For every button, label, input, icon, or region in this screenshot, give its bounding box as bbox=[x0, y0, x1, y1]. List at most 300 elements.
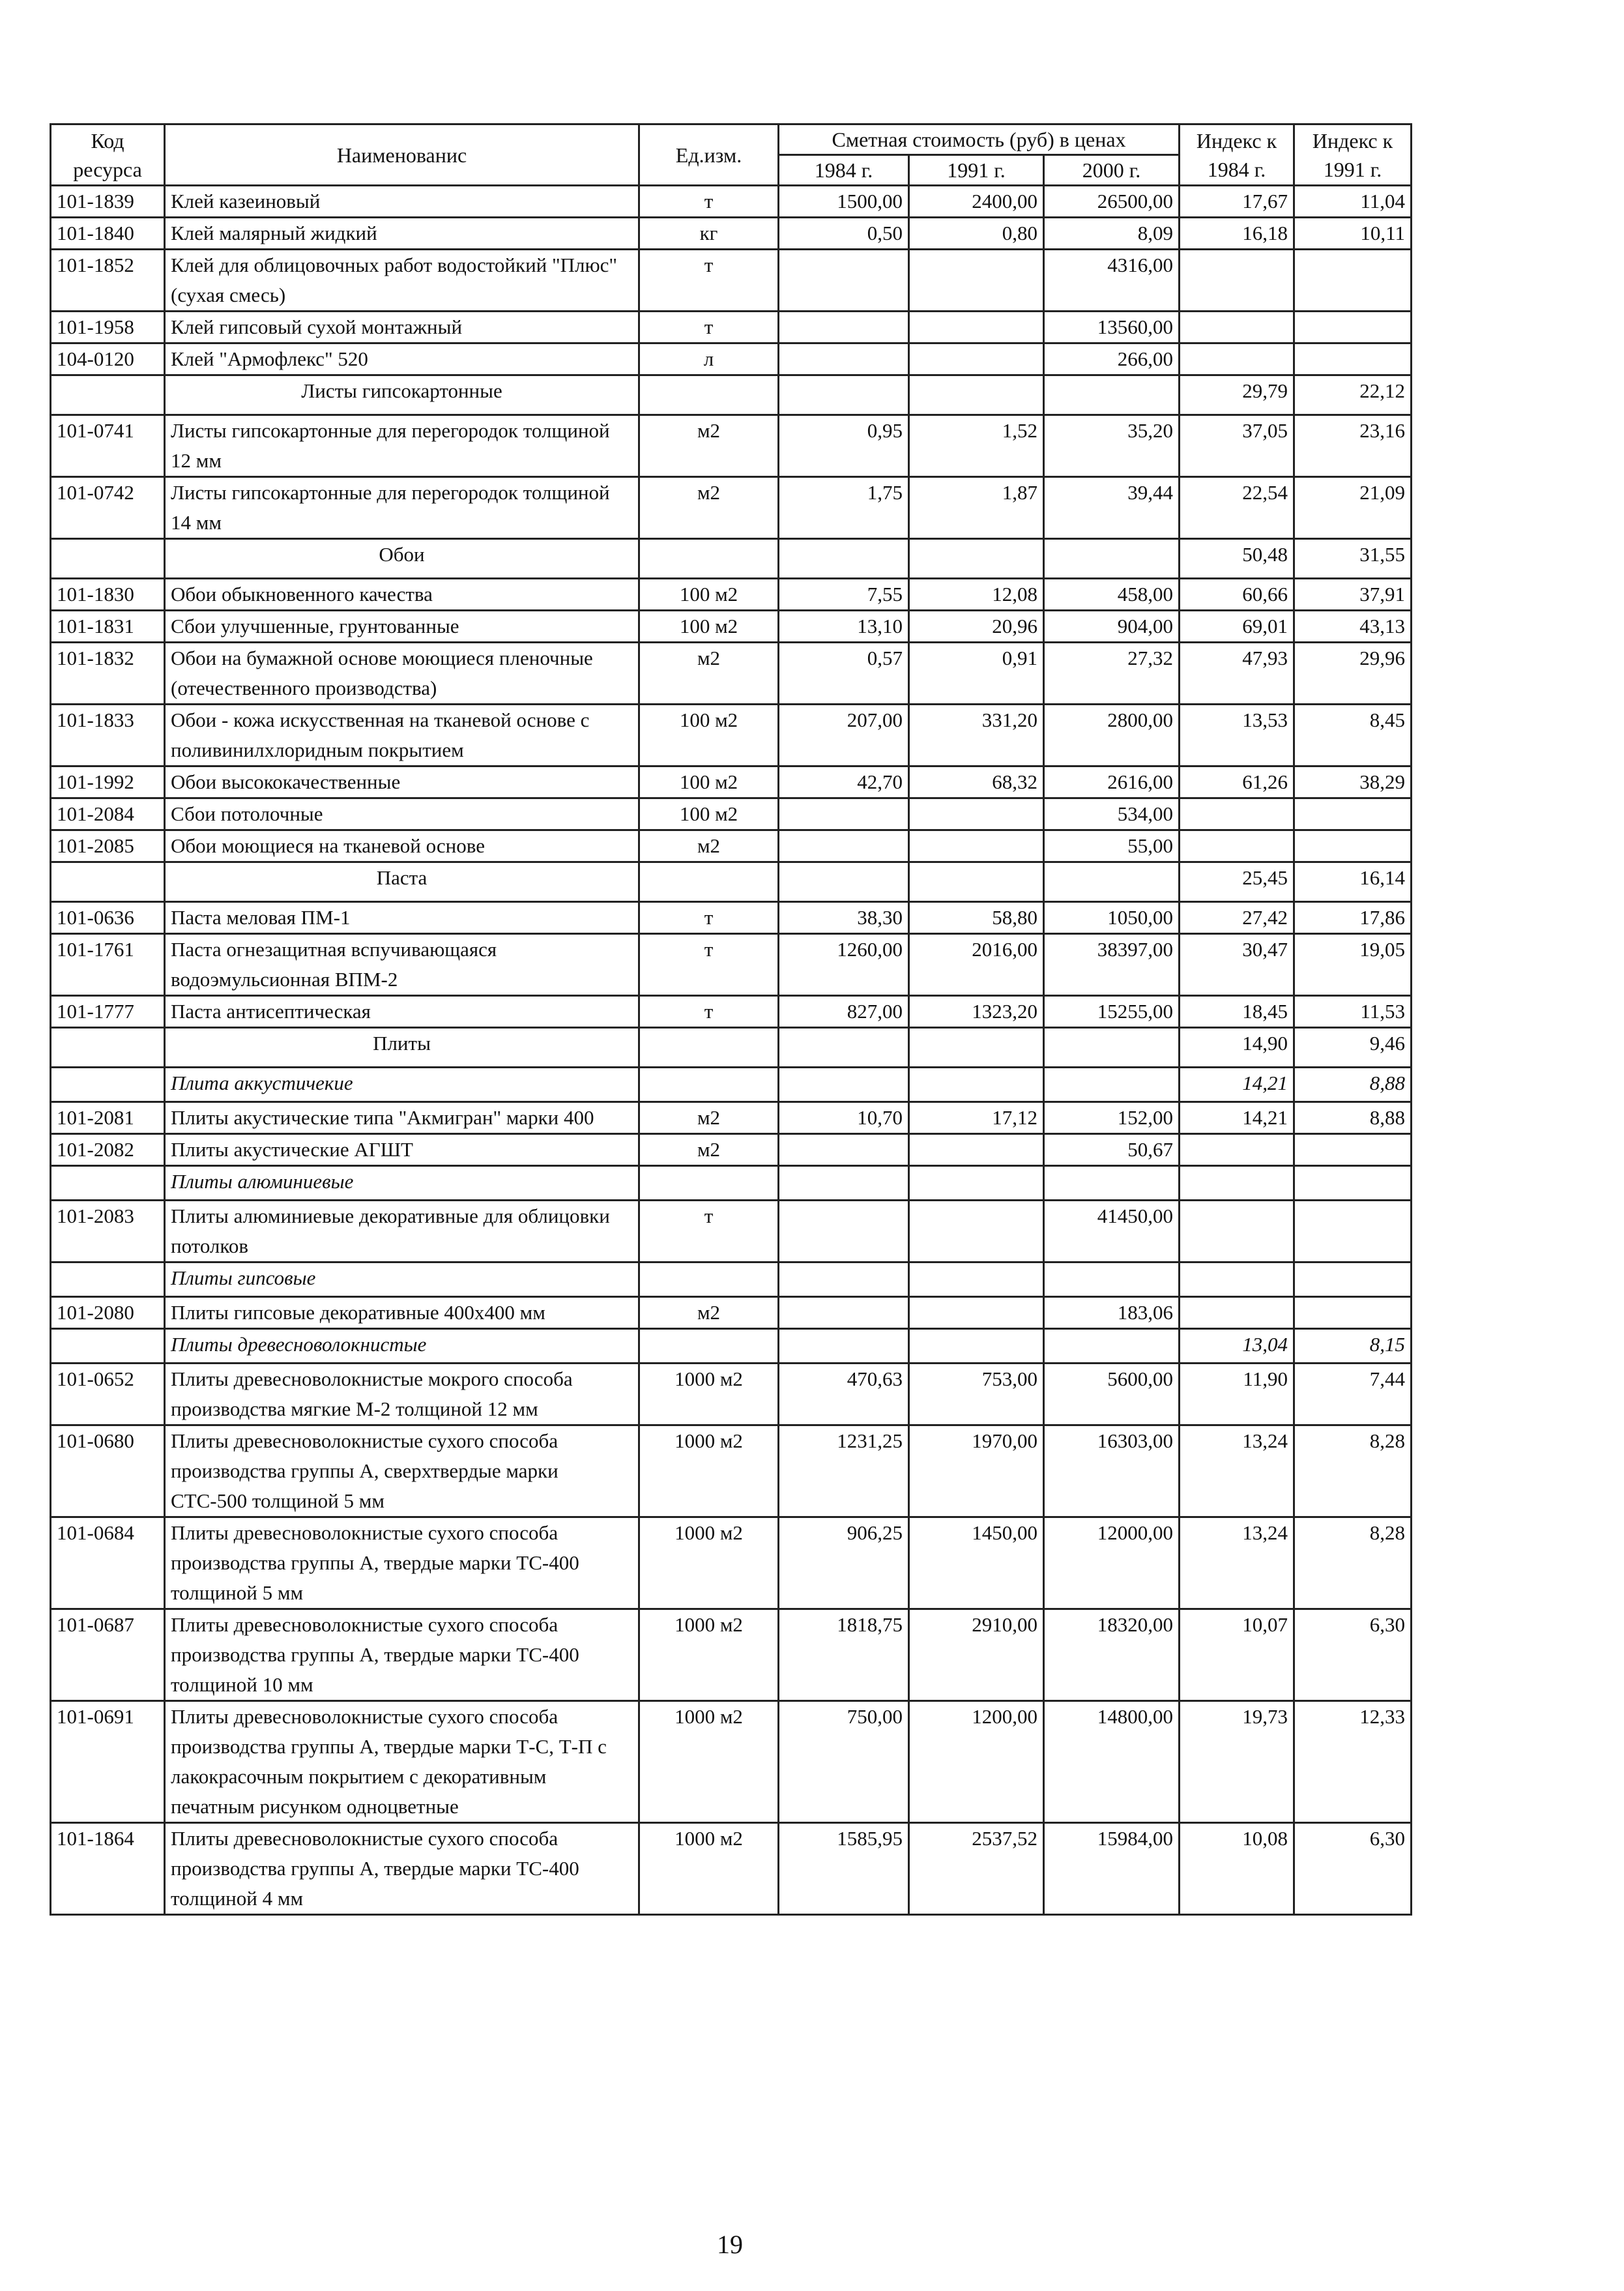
index-1984: 61,26 bbox=[1180, 766, 1294, 798]
index-1984: 18,45 bbox=[1180, 996, 1294, 1028]
empty-cell bbox=[51, 375, 165, 415]
table-row bbox=[51, 902, 1412, 934]
empty-cell bbox=[1044, 1028, 1180, 1068]
price-1984: 38,30 bbox=[779, 902, 909, 934]
price-1984: 906,25 bbox=[779, 1517, 909, 1609]
empty-cell bbox=[51, 1262, 165, 1297]
unit-cell: кг bbox=[639, 218, 779, 250]
subsection-title: Плиты древесноволокнистые bbox=[165, 1329, 639, 1364]
resource-name: Плиты древесноволокнистые сухого способа производства группы А, сверхтвердые марки СТС-500 толщиной 5 мм bbox=[165, 1425, 639, 1517]
resource-name: Плиты древесноволокнистые сухого способа производства группы А, твердые марки ТС-400 толщиной 4 мм bbox=[165, 1823, 639, 1915]
empty-cell bbox=[51, 1028, 165, 1068]
price-1984 bbox=[779, 1134, 909, 1166]
price-1991 bbox=[909, 343, 1044, 375]
index-1991 bbox=[1294, 1134, 1412, 1166]
empty-cell bbox=[1044, 1166, 1180, 1201]
price-2000: 183,06 bbox=[1044, 1297, 1180, 1329]
price-2000: 12000,00 bbox=[1044, 1517, 1180, 1609]
price-2000: 14800,00 bbox=[1044, 1701, 1180, 1823]
empty-cell bbox=[779, 539, 909, 579]
empty-cell bbox=[639, 1028, 779, 1068]
header-code: Код ресурса bbox=[51, 124, 165, 186]
resource-code: 101-2082 bbox=[51, 1134, 165, 1166]
resource-name: Клей гипсовый сухой монтажный bbox=[165, 312, 639, 343]
table-row bbox=[51, 186, 1412, 218]
index-1984 bbox=[1180, 1166, 1294, 1201]
section-title: Плиты bbox=[165, 1028, 639, 1068]
price-1991 bbox=[909, 312, 1044, 343]
subsection-row bbox=[51, 1068, 1412, 1102]
empty-cell bbox=[51, 1166, 165, 1201]
unit-cell: т bbox=[639, 250, 779, 312]
table-row bbox=[51, 579, 1412, 611]
index-1984 bbox=[1180, 1201, 1294, 1262]
table-row bbox=[51, 1517, 1412, 1609]
price-1984: 13,10 bbox=[779, 611, 909, 643]
index-1984: 13,24 bbox=[1180, 1517, 1294, 1609]
index-1984: 19,73 bbox=[1180, 1701, 1294, 1823]
index-1991 bbox=[1294, 343, 1412, 375]
resource-code: 101-0742 bbox=[51, 477, 165, 539]
resource-name: Плиты древесноволокнистые мокрого способа производства мягкие М-2 толщиной 12 мм bbox=[165, 1364, 639, 1425]
price-1991 bbox=[909, 830, 1044, 862]
subsection-row bbox=[51, 1262, 1412, 1297]
price-2000: 13560,00 bbox=[1044, 312, 1180, 343]
price-1984: 470,63 bbox=[779, 1364, 909, 1425]
price-1984: 1585,95 bbox=[779, 1823, 909, 1915]
index-1991: 38,29 bbox=[1294, 766, 1412, 798]
price-2000: 4316,00 bbox=[1044, 250, 1180, 312]
unit-cell: 100 м2 bbox=[639, 611, 779, 643]
price-1991 bbox=[909, 1201, 1044, 1262]
index-1984: 16,18 bbox=[1180, 218, 1294, 250]
resource-name: Сбои улучшенные, грунтованные bbox=[165, 611, 639, 643]
price-1991: 12,08 bbox=[909, 579, 1044, 611]
resource-name: Паста меловая ПМ-1 bbox=[165, 902, 639, 934]
resource-code: 101-1761 bbox=[51, 934, 165, 996]
index-1991 bbox=[1294, 1166, 1412, 1201]
header-year-2000: 2000 г. bbox=[1044, 155, 1180, 186]
price-2000: 55,00 bbox=[1044, 830, 1180, 862]
empty-cell bbox=[909, 1262, 1044, 1297]
resource-code: 101-2083 bbox=[51, 1201, 165, 1262]
resource-name: Обои - кожа искусственная на тканевой основе с поливинилхлоридным покрытием bbox=[165, 705, 639, 766]
index-1984: 37,05 bbox=[1180, 415, 1294, 477]
index-1984: 14,90 bbox=[1180, 1028, 1294, 1068]
empty-cell bbox=[779, 1262, 909, 1297]
price-1984 bbox=[779, 1297, 909, 1329]
index-1984: 60,66 bbox=[1180, 579, 1294, 611]
price-1984 bbox=[779, 250, 909, 312]
index-1984 bbox=[1180, 1262, 1294, 1297]
index-1991: 9,46 bbox=[1294, 1028, 1412, 1068]
index-1991: 7,44 bbox=[1294, 1364, 1412, 1425]
table-row bbox=[51, 996, 1412, 1028]
resource-code: 101-1852 bbox=[51, 250, 165, 312]
index-1991: 19,05 bbox=[1294, 934, 1412, 996]
table-row bbox=[51, 1134, 1412, 1166]
table-row bbox=[51, 343, 1412, 375]
resource-code: 101-1839 bbox=[51, 186, 165, 218]
header-cost-group: Сметная стоимость (руб) в ценах bbox=[779, 124, 1180, 155]
price-1984: 750,00 bbox=[779, 1701, 909, 1823]
empty-cell bbox=[639, 375, 779, 415]
index-1991 bbox=[1294, 1201, 1412, 1262]
resource-code: 101-0652 bbox=[51, 1364, 165, 1425]
index-1991: 6,30 bbox=[1294, 1609, 1412, 1701]
index-1991: 37,91 bbox=[1294, 579, 1412, 611]
price-1991: 2016,00 bbox=[909, 934, 1044, 996]
price-2000: 39,44 bbox=[1044, 477, 1180, 539]
table-row bbox=[51, 1297, 1412, 1329]
resource-name: Плиты алюминиевые декоративные для облицовки потолков bbox=[165, 1201, 639, 1262]
empty-cell bbox=[909, 375, 1044, 415]
price-1984 bbox=[779, 1201, 909, 1262]
empty-cell bbox=[1044, 862, 1180, 902]
unit-cell: т bbox=[639, 934, 779, 996]
price-1984 bbox=[779, 343, 909, 375]
price-1991: 1200,00 bbox=[909, 1701, 1044, 1823]
index-1984: 13,53 bbox=[1180, 705, 1294, 766]
section-row bbox=[51, 862, 1412, 902]
resource-code: 101-0741 bbox=[51, 415, 165, 477]
index-1984: 69,01 bbox=[1180, 611, 1294, 643]
section-title: Листы гипсокартонные bbox=[165, 375, 639, 415]
price-1991: 1323,20 bbox=[909, 996, 1044, 1028]
empty-cell bbox=[1044, 539, 1180, 579]
unit-cell: м2 bbox=[639, 643, 779, 705]
index-1984 bbox=[1180, 798, 1294, 830]
price-1991: 1450,00 bbox=[909, 1517, 1044, 1609]
index-1991: 10,11 bbox=[1294, 218, 1412, 250]
price-1991: 68,32 bbox=[909, 766, 1044, 798]
price-2000: 5600,00 bbox=[1044, 1364, 1180, 1425]
price-2000: 152,00 bbox=[1044, 1102, 1180, 1134]
price-2000: 41450,00 bbox=[1044, 1201, 1180, 1262]
resource-name: Клей казеиновый bbox=[165, 186, 639, 218]
price-1991: 1,87 bbox=[909, 477, 1044, 539]
table-row bbox=[51, 477, 1412, 539]
resource-code: 101-1777 bbox=[51, 996, 165, 1028]
table-row bbox=[51, 934, 1412, 996]
price-2000: 50,67 bbox=[1044, 1134, 1180, 1166]
resource-code: 101-1830 bbox=[51, 579, 165, 611]
price-2000: 534,00 bbox=[1044, 798, 1180, 830]
price-2000: 35,20 bbox=[1044, 415, 1180, 477]
index-1991: 17,86 bbox=[1294, 902, 1412, 934]
index-1991 bbox=[1294, 1297, 1412, 1329]
index-1991: 6,30 bbox=[1294, 1823, 1412, 1915]
header-index-1984: Индекс к 1984 г. bbox=[1180, 124, 1294, 186]
index-1984: 14,21 bbox=[1180, 1068, 1294, 1102]
table-body bbox=[51, 186, 1412, 1915]
table-row bbox=[51, 1609, 1412, 1701]
page-number: 19 bbox=[717, 2230, 743, 2259]
price-2000: 8,09 bbox=[1044, 218, 1180, 250]
table-row bbox=[51, 250, 1412, 312]
resource-name: Паста антисептическая bbox=[165, 996, 639, 1028]
price-2000: 15255,00 bbox=[1044, 996, 1180, 1028]
unit-cell: т bbox=[639, 902, 779, 934]
price-1991: 2400,00 bbox=[909, 186, 1044, 218]
subsection-title: Плиты гипсовые bbox=[165, 1262, 639, 1297]
empty-cell bbox=[779, 1329, 909, 1364]
empty-cell bbox=[639, 1166, 779, 1201]
price-2000: 27,32 bbox=[1044, 643, 1180, 705]
unit-cell: т bbox=[639, 186, 779, 218]
price-1991 bbox=[909, 1297, 1044, 1329]
resource-code: 101-0691 bbox=[51, 1701, 165, 1823]
unit-cell: 1000 м2 bbox=[639, 1701, 779, 1823]
index-1984 bbox=[1180, 312, 1294, 343]
resource-name: Плиты древесноволокнистые сухого способа производства группы А, твердые марки ТС-400 толщиной 10 мм bbox=[165, 1609, 639, 1701]
resource-code: 101-1833 bbox=[51, 705, 165, 766]
unit-cell: 1000 м2 bbox=[639, 1823, 779, 1915]
price-1984: 42,70 bbox=[779, 766, 909, 798]
section-row bbox=[51, 1028, 1412, 1068]
table-row bbox=[51, 643, 1412, 705]
subsection-title: Плиты алюминиевые bbox=[165, 1166, 639, 1201]
price-2000: 15984,00 bbox=[1044, 1823, 1180, 1915]
resource-code: 101-1832 bbox=[51, 643, 165, 705]
price-1984: 1,75 bbox=[779, 477, 909, 539]
section-row bbox=[51, 375, 1412, 415]
price-2000: 18320,00 bbox=[1044, 1609, 1180, 1701]
unit-cell: 1000 м2 bbox=[639, 1425, 779, 1517]
subsection-row bbox=[51, 1329, 1412, 1364]
index-1984 bbox=[1180, 250, 1294, 312]
index-1984 bbox=[1180, 830, 1294, 862]
empty-cell bbox=[51, 1068, 165, 1102]
price-table bbox=[50, 123, 1412, 1916]
table-row bbox=[51, 705, 1412, 766]
index-1991: 8,28 bbox=[1294, 1517, 1412, 1609]
index-1991 bbox=[1294, 798, 1412, 830]
price-1984: 1818,75 bbox=[779, 1609, 909, 1701]
resource-code: 101-2080 bbox=[51, 1297, 165, 1329]
index-1991: 16,14 bbox=[1294, 862, 1412, 902]
price-1984 bbox=[779, 830, 909, 862]
index-1991: 8,28 bbox=[1294, 1425, 1412, 1517]
table-row bbox=[51, 798, 1412, 830]
section-title: Паста bbox=[165, 862, 639, 902]
table-row bbox=[51, 1201, 1412, 1262]
header-unit: Ед.изм. bbox=[639, 124, 779, 186]
empty-cell bbox=[639, 1262, 779, 1297]
price-1984: 1260,00 bbox=[779, 934, 909, 996]
resource-name: Плиты древесноволокнистые сухого способа производства группы А, твердые марки ТС-400 толщиной 5 мм bbox=[165, 1517, 639, 1609]
resource-name: Плиты гипсовые декоративные 400х400 мм bbox=[165, 1297, 639, 1329]
table-row bbox=[51, 312, 1412, 343]
index-1991 bbox=[1294, 312, 1412, 343]
header-index-1991: Индекс к 1991 г. bbox=[1294, 124, 1412, 186]
empty-cell bbox=[779, 1028, 909, 1068]
resource-code: 101-1831 bbox=[51, 611, 165, 643]
unit-cell: м2 bbox=[639, 415, 779, 477]
index-1991: 11,53 bbox=[1294, 996, 1412, 1028]
unit-cell: 100 м2 bbox=[639, 705, 779, 766]
index-1984: 13,24 bbox=[1180, 1425, 1294, 1517]
resource-name: Клей "Армофлекс" 520 bbox=[165, 343, 639, 375]
resource-name: Плиты акустические АГШТ bbox=[165, 1134, 639, 1166]
unit-cell: 100 м2 bbox=[639, 579, 779, 611]
unit-cell: 1000 м2 bbox=[639, 1364, 779, 1425]
index-1984: 17,67 bbox=[1180, 186, 1294, 218]
empty-cell bbox=[909, 539, 1044, 579]
resource-name: Листы гипсокартонные для перегородок толщиной 14 мм bbox=[165, 477, 639, 539]
index-1991: 22,12 bbox=[1294, 375, 1412, 415]
index-1984 bbox=[1180, 343, 1294, 375]
index-1984: 29,79 bbox=[1180, 375, 1294, 415]
table-row bbox=[51, 1701, 1412, 1823]
subsection-title: Плита аккустичекие bbox=[165, 1068, 639, 1102]
unit-cell: т bbox=[639, 312, 779, 343]
table-row bbox=[51, 218, 1412, 250]
header-name: Наименованис bbox=[165, 124, 639, 186]
price-1991: 1,52 bbox=[909, 415, 1044, 477]
table-row bbox=[51, 830, 1412, 862]
empty-cell bbox=[639, 1329, 779, 1364]
resource-code: 101-0636 bbox=[51, 902, 165, 934]
index-1991 bbox=[1294, 250, 1412, 312]
table-row bbox=[51, 415, 1412, 477]
price-1991: 331,20 bbox=[909, 705, 1044, 766]
unit-cell: м2 bbox=[639, 1134, 779, 1166]
unit-cell: м2 bbox=[639, 830, 779, 862]
table-row bbox=[51, 766, 1412, 798]
empty-cell bbox=[51, 862, 165, 902]
table-row bbox=[51, 1425, 1412, 1517]
price-1984 bbox=[779, 312, 909, 343]
unit-cell: м2 bbox=[639, 1297, 779, 1329]
empty-cell bbox=[1044, 1262, 1180, 1297]
header-year-1984: 1984 г. bbox=[779, 155, 909, 186]
price-2000: 266,00 bbox=[1044, 343, 1180, 375]
unit-cell: т bbox=[639, 1201, 779, 1262]
price-1991: 2910,00 bbox=[909, 1609, 1044, 1701]
index-1984: 11,90 bbox=[1180, 1364, 1294, 1425]
resource-name: Клей малярный жидкий bbox=[165, 218, 639, 250]
index-1991: 21,09 bbox=[1294, 477, 1412, 539]
index-1984: 22,54 bbox=[1180, 477, 1294, 539]
empty-cell bbox=[909, 862, 1044, 902]
resource-name: Плиты древесноволокнистые сухого способа производства группы А, твердые марки Т-С, Т-П с лакокрасочным покрытием с декоративным печатным рисунком одноцветные bbox=[165, 1701, 639, 1823]
index-1991: 8,45 bbox=[1294, 705, 1412, 766]
price-2000: 38397,00 bbox=[1044, 934, 1180, 996]
empty-cell bbox=[779, 1068, 909, 1102]
resource-name: Сбои потолочные bbox=[165, 798, 639, 830]
empty-cell bbox=[779, 375, 909, 415]
index-1991 bbox=[1294, 830, 1412, 862]
empty-cell bbox=[909, 1068, 1044, 1102]
index-1991: 43,13 bbox=[1294, 611, 1412, 643]
index-1991 bbox=[1294, 1262, 1412, 1297]
price-1984: 0,50 bbox=[779, 218, 909, 250]
index-1984: 27,42 bbox=[1180, 902, 1294, 934]
resource-name: Обои высококачественные bbox=[165, 766, 639, 798]
price-2000: 1050,00 bbox=[1044, 902, 1180, 934]
empty-cell bbox=[639, 539, 779, 579]
resource-name: Паста огнезащитная вспучивающаяся водоэмульсионная ВПМ-2 bbox=[165, 934, 639, 996]
price-1984: 207,00 bbox=[779, 705, 909, 766]
price-1991 bbox=[909, 250, 1044, 312]
empty-cell bbox=[51, 1329, 165, 1364]
resource-name: Клей для облицовочных работ водостойкий "Плюс" (сухая смесь) bbox=[165, 250, 639, 312]
empty-cell bbox=[779, 862, 909, 902]
price-1991 bbox=[909, 798, 1044, 830]
price-1991: 58,80 bbox=[909, 902, 1044, 934]
resource-name: Обои на бумажной основе моющиеся пленочные (отечественного производства) bbox=[165, 643, 639, 705]
resource-name: Листы гипсокартонные для перегородок толщиной 12 мм bbox=[165, 415, 639, 477]
empty-cell bbox=[51, 539, 165, 579]
subsection-row bbox=[51, 1166, 1412, 1201]
price-1991: 2537,52 bbox=[909, 1823, 1044, 1915]
empty-cell bbox=[1044, 375, 1180, 415]
price-1984 bbox=[779, 798, 909, 830]
resource-code: 101-1840 bbox=[51, 218, 165, 250]
table-row bbox=[51, 1364, 1412, 1425]
section-title: Обои bbox=[165, 539, 639, 579]
price-1984: 0,57 bbox=[779, 643, 909, 705]
index-1984: 50,48 bbox=[1180, 539, 1294, 579]
resource-code: 101-2084 bbox=[51, 798, 165, 830]
unit-cell: 1000 м2 bbox=[639, 1517, 779, 1609]
price-1984: 827,00 bbox=[779, 996, 909, 1028]
unit-cell: т bbox=[639, 996, 779, 1028]
price-1984: 1231,25 bbox=[779, 1425, 909, 1517]
empty-cell bbox=[779, 1166, 909, 1201]
section-row bbox=[51, 539, 1412, 579]
resource-code: 101-2085 bbox=[51, 830, 165, 862]
resource-name: Плиты акустические типа "Акмигран" марки 400 bbox=[165, 1102, 639, 1134]
resource-code: 101-2081 bbox=[51, 1102, 165, 1134]
index-1991: 8,88 bbox=[1294, 1102, 1412, 1134]
price-2000: 2800,00 bbox=[1044, 705, 1180, 766]
price-1984: 0,95 bbox=[779, 415, 909, 477]
price-1984: 10,70 bbox=[779, 1102, 909, 1134]
price-1984: 1500,00 bbox=[779, 186, 909, 218]
price-1984: 7,55 bbox=[779, 579, 909, 611]
price-1991 bbox=[909, 1134, 1044, 1166]
price-2000: 904,00 bbox=[1044, 611, 1180, 643]
resource-code: 101-0684 bbox=[51, 1517, 165, 1609]
index-1984: 30,47 bbox=[1180, 934, 1294, 996]
empty-cell bbox=[909, 1166, 1044, 1201]
table-row bbox=[51, 1823, 1412, 1915]
unit-cell: л bbox=[639, 343, 779, 375]
header-year-1991: 1991 г. bbox=[909, 155, 1044, 186]
unit-cell: м2 bbox=[639, 477, 779, 539]
resource-code: 104-0120 bbox=[51, 343, 165, 375]
index-1984: 10,07 bbox=[1180, 1609, 1294, 1701]
price-1991: 753,00 bbox=[909, 1364, 1044, 1425]
unit-cell: 100 м2 bbox=[639, 766, 779, 798]
price-1991: 20,96 bbox=[909, 611, 1044, 643]
resource-code: 101-1992 bbox=[51, 766, 165, 798]
table-row bbox=[51, 611, 1412, 643]
unit-cell: м2 bbox=[639, 1102, 779, 1134]
index-1984: 47,93 bbox=[1180, 643, 1294, 705]
index-1984 bbox=[1180, 1297, 1294, 1329]
resource-code: 101-0687 bbox=[51, 1609, 165, 1701]
index-1984: 25,45 bbox=[1180, 862, 1294, 902]
price-1991: 1970,00 bbox=[909, 1425, 1044, 1517]
price-1991: 0,80 bbox=[909, 218, 1044, 250]
price-2000: 26500,00 bbox=[1044, 186, 1180, 218]
resource-code: 101-1958 bbox=[51, 312, 165, 343]
index-1984: 10,08 bbox=[1180, 1823, 1294, 1915]
index-1984: 14,21 bbox=[1180, 1102, 1294, 1134]
